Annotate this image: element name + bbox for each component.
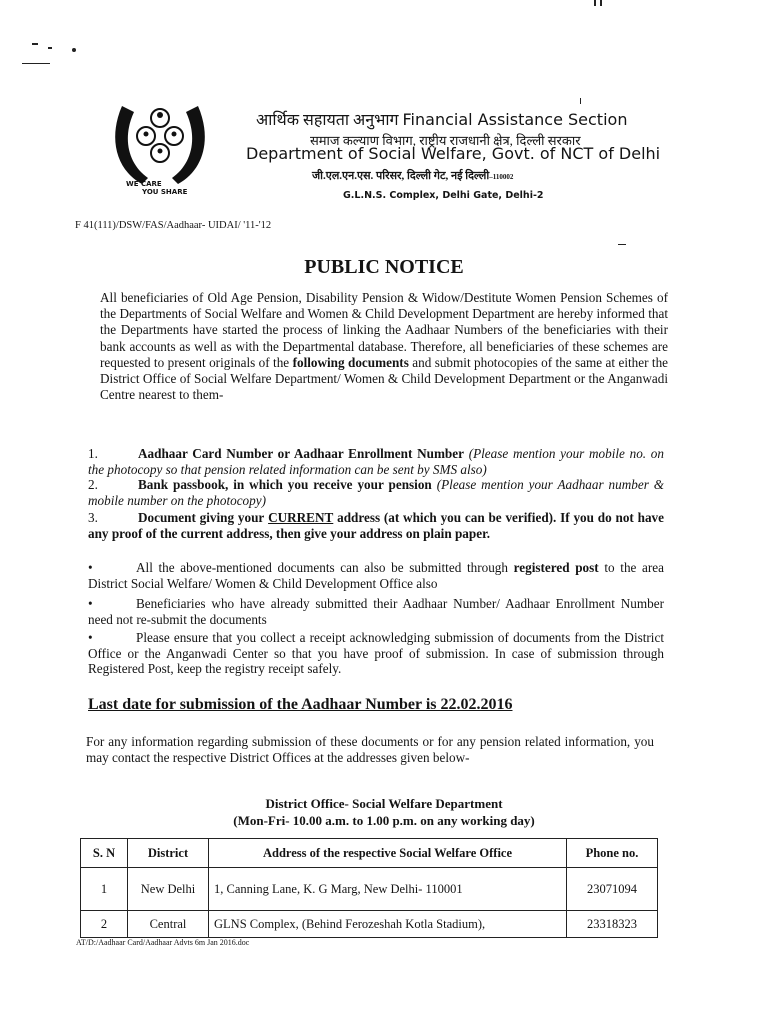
table-cell: GLNS Complex, (Behind Ferozeshah Kotla Stadium), [209,911,567,938]
header-hindi-address: जी.एल.एन.एस. परिसर, दिल्ली गेट, नई दिल्ली [312,170,490,182]
bullet-text-end: to the area District Social Welfare/ Women & Child Development Office also [88,560,665,591]
document-item-2 [88,477,664,508]
department-logo [112,98,208,198]
scan-mark [48,47,52,49]
table-header: District [128,839,209,868]
bullet-bold: registered post [513,560,599,575]
bullet-symbol: • [88,596,93,611]
document-number: 2. [88,477,98,492]
office-hours: (Mon-Fri- 10.00 a.m. to 1.00 p.m. on any working day) [233,813,535,828]
document-title: Document giving your [138,510,265,525]
scan-mark [72,48,76,52]
table-cell: 1, Canning Lane, K. G Marg, New Delhi- 110001 [209,868,567,911]
document-title-rest: address (at which you can be verified). If you do not have any proof of the current address, then give your address on plain paper. [88,510,664,541]
intro-end: and submit photocopies of the same at either the District Office of Social Welfare Department/ Women & Child Development Department or the Anganwadi Centre nearest to them- [100,354,669,403]
table-row [81,911,658,938]
notice-title: PUBLIC NOTICE [304,256,464,278]
document-item-1 [88,446,664,477]
table-cell: 23071094 [567,868,658,911]
intro-bold: following documents [292,354,409,370]
table-header: Phone no. [567,839,658,868]
document-title: Bank passbook, in which you receive your pension [138,477,432,492]
bullet-text: Beneficiaries who have already submitted their Aadhaar Number/ Aadhaar Enrollment Number need not re-submit the documents [88,596,664,627]
bullet-text: Please ensure that you collect a receipt acknowledging submission of documents from the District Office or the Anganwadi Center so that you have proof of submission. In case of submission through Registered Post, keep the registry receipt safely. [88,630,664,676]
scan-mark [22,63,50,64]
footer-file-path: AT/D:/Aadhaar Card/Aadhaar Advts 6m Jan 2016.doc [76,938,250,947]
office-heading: District Office- Social Welfare Department [265,796,503,811]
table-header: S. N [81,839,128,868]
table-cell: 1 [81,868,128,911]
header-hindi-address-line [312,168,513,183]
table-row [81,868,658,911]
last-date-heading: Last date for submission of the Aadhaar Number is 22.02.2016 [88,696,513,713]
table-header: Address of the respective Social Welfare Office [209,839,567,868]
logo-text-1: WE CARE [126,180,162,188]
info-paragraph: For any information regarding submission of these documents or for any pension related information, you may contact the respective District Offices at the addresses given below- [86,734,654,765]
header-title: Financial Assistance Section [402,110,628,129]
scan-mark [580,98,581,104]
document-note: (Please mention your Aadhaar number & mobile number on the photocopy) [88,477,665,508]
document-note: (Please mention your mobile no. on the photocopy so that pension related information can be sent by SMS also) [88,446,664,477]
header-hindi-department: समाज कल्याण विभाग, राष्ट्रीय राजधानी क्षेत्र, दिल्ली सरकार [310,133,581,148]
logo-text-2: YOU SHARE [142,188,188,196]
bullet-symbol: • [88,560,93,575]
document-number: 1. [88,446,98,461]
scan-mark [594,0,596,6]
bullet-item-3 [88,630,664,677]
bullet-item-1 [88,560,664,591]
scan-mark [32,43,38,45]
document-item-3 [88,510,664,541]
table-cell: 2 [81,911,128,938]
table-cell: New Delhi [128,868,209,911]
scan-mark [618,244,626,245]
header-department: Department of Social Welfare, Govt. of NCT of Delhi [246,144,661,163]
scan-mark [600,0,602,6]
table-cell: 23318323 [567,911,658,938]
document-number: 3. [88,510,98,525]
header-hindi-title: आर्थिक सहायता अनुभाग [256,112,399,129]
table-header-row [81,839,658,868]
table-cell: Central [128,911,209,938]
intro-text: All beneficiaries of Old Age Pension, Disability Pension & Widow/Destitute Women Pension Schemes of the Departments of Social Welfare and Women & Child Development Department are hereby informed that the Departments have started the process of linking the Aadhaar Numbers of the beneficiaries with their bank accounts as well as with the Departmental database. Therefore, all beneficiaries of these schemes are requested to present originals of the [100,290,668,370]
intro-paragraph [100,290,668,403]
bullet-item-2 [88,596,664,627]
document-title: Aadhaar Card Number or Aadhaar Enrollment Number [138,446,464,461]
header-title-line [256,108,627,130]
bullet-symbol: • [88,630,93,645]
header-address: G.L.N.S. Complex, Delhi Gate, Delhi-2 [343,190,544,201]
bullet-text: All the above-mentioned documents can also be submitted through [136,560,508,575]
document-title-underlined: CURRENT [268,510,334,525]
header-hindi-pin: –110002 [489,173,514,181]
reference-number: F 41(111)/DSW/FAS/Aadhaar- UIDAI/ '11-'12 [75,220,272,231]
office-table [80,838,658,938]
